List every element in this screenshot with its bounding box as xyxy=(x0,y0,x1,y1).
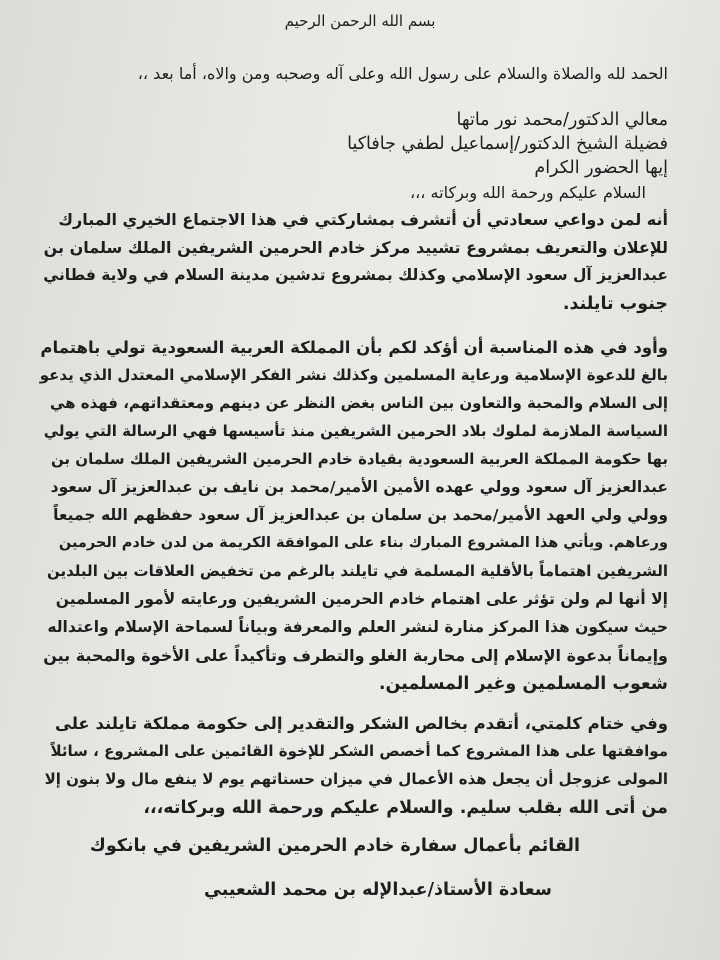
paragraph-2-line-2: بالغ للدعوة الإسلامية ورعاية المسلمين وكذلك نشر الفكر الإسلامي المعتدل الذي يدعو xyxy=(39,366,668,384)
paragraph-2-line-4: السياسة الملازمة لملوك بلاد الحرمين الشريفين منذ تأسيسها فهي الرسالة التي يولي xyxy=(43,422,668,440)
paragraph-1-line-3: عبدالعزيز آل سعود الإسلامي وكذلك بمشروع تدشين مدينة السلام في ولاية فطاني xyxy=(43,266,668,284)
addressee-2: فضيلة الشيخ الدكتور/إسماعيل لطفي جافاكيا xyxy=(347,134,668,154)
paragraph-1-line-4: جنوب تايلند. xyxy=(562,294,668,314)
paragraph-1-line-2: للإعلان والتعريف بمشروع تشييد مركز خادم الحرمين الشريفين الملك سلمان بن xyxy=(43,238,668,257)
paragraph-2-line-1: وأود في هذه المناسبة أن أؤكد لكم بأن المملكة العربية السعودية تولي باهتمام xyxy=(40,338,668,357)
paragraph-2-line-3: إلى السلام والمحبة والتعاون بين الناس بغض النظر عن دينهم ومعتقداتهم، فهذه هي xyxy=(49,394,668,412)
signature-title: القائم بأعمال سفارة خادم الحرمين الشريفين في بانكوك xyxy=(89,836,580,856)
addressee-3: إيها الحضور الكرام xyxy=(534,158,668,178)
paragraph-2-line-11: حيث سيكون هذا المركز منارة لنشر العلم والمعرفة وبياناً لسماحة الإسلام واعتداله xyxy=(47,618,668,636)
basmala: بسم الله الرحمن الرحيم xyxy=(284,12,436,30)
paragraph-2-line-6: عبدالعزيز آل سعود وولي عهده الأمين الأمير/محمد بن نايف بن عبدالعزيز آل سعود xyxy=(50,478,668,496)
signature-name: سعادة الأستاذ/عبدالإله بن محمد الشعيبي xyxy=(204,880,552,900)
greeting: السلام عليكم ورحمة الله وبركاته ،،، xyxy=(409,183,646,202)
paragraph-3-line-4: من أتى الله بقلب سليم. والسلام عليكم ورحمة الله وبركاته،،، xyxy=(143,798,668,818)
paragraph-3-line-2: موافقتها على هذا المشروع كما أخصص الشكر للإخوة القائمين على المشروع ، سائلاً xyxy=(50,742,668,760)
paragraph-2-line-5: بها حكومة المملكة العربية السعودية بقيادة خادم الحرمين الشريفين الملك سلمان بن xyxy=(50,450,668,468)
paragraph-2-line-13: شعوب المسلمين وغير المسلمين. xyxy=(378,674,668,694)
paragraph-3-line-3: المولى عزوجل أن يجعل هذه الأعمال في ميزان حسناتهم يوم لا ينفع مال ولا بنون إلا xyxy=(44,770,668,788)
paragraph-1-line-1: أنه لمن دواعي سعادتي أن أتشرف بمشاركتي في هذا الاجتماع الخيري المبارك xyxy=(58,210,668,229)
paragraph-2-line-7: وولي ولي العهد الأمير/محمد بن سلمان بن عبدالعزيز آل سعود حفظهم الله جميعاً xyxy=(53,506,668,524)
paragraph-2-line-8: ورعاهم. ويأتي هذا المشروع المبارك بناء على الموافقة الكريمة من لدن خادم الحرمين xyxy=(58,535,668,551)
paragraph-2-line-10: إلا أنها لم ولن تؤثر على اهتمام خادم الحرمين الشريفين ورعايته لأمور المسلمين xyxy=(55,590,668,608)
addressee-1: معالي الدكتور/محمد نور ماتها xyxy=(456,110,668,130)
paragraph-2-line-12: وإيماناً بدعوة الإسلام إلى محاربة الغلو والتطرف وتأكيداً على الأخوة والمحبة بين xyxy=(43,646,668,665)
opening-praise: الحمد لله والصلاة والسلام على رسول الله وعلى آله وصحبه ومن والاه، أما بعد ،، xyxy=(137,64,668,83)
paragraph-2-line-9: الشريفين اهتماماً بالأقلية المسلمة في تايلند بالرغم من تخفيض العلاقات بين البلدين xyxy=(47,562,668,580)
paragraph-3-line-1: وفي ختام كلمتي، أتقدم بخالص الشكر والتقدير إلى حكومة مملكة تايلند على xyxy=(55,714,668,733)
